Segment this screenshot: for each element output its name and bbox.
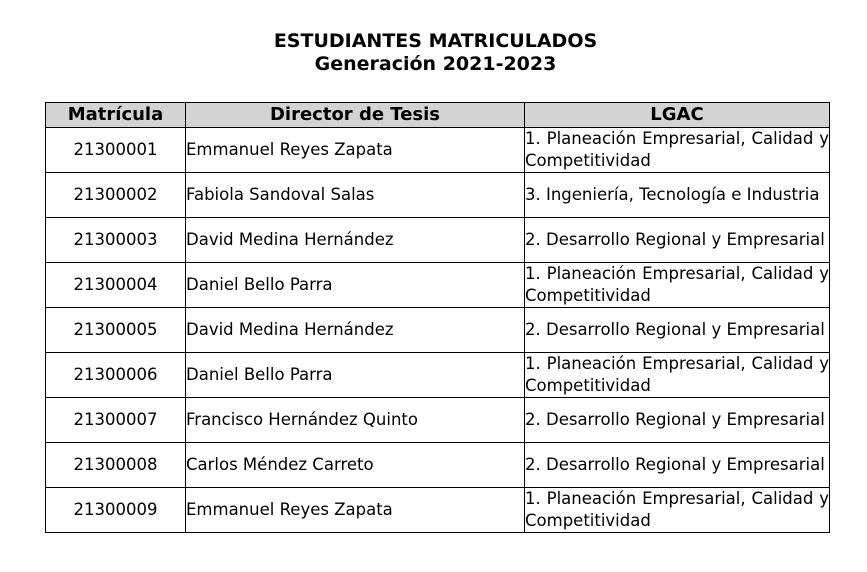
cell-director: David Medina Hernández (186, 308, 525, 353)
cell-director: Fabiola Sandoval Salas (186, 173, 525, 218)
title-block (0, 30, 867, 76)
cell-matricula: 21300001 (46, 128, 186, 173)
cell-lgac: 2. Desarrollo Regional y Empresarial (525, 308, 830, 353)
cell-matricula: 21300008 (46, 443, 186, 488)
page-subtitle: Generación 2021-2023 (314, 53, 557, 75)
table-header (46, 103, 830, 128)
table-row (46, 128, 830, 173)
cell-matricula: 21300002 (46, 173, 186, 218)
cell-lgac: 1. Planeación Empresarial, Calidad y Competitividad (525, 263, 830, 308)
header-lgac: LGAC (525, 103, 830, 128)
page-title: ESTUDIANTES MATRICULADOS (273, 30, 598, 52)
cell-lgac: 1. Planeación Empresarial, Calidad y Competitividad (525, 488, 830, 533)
cell-director: Francisco Hernández Quinto (186, 398, 525, 443)
cell-lgac: 2. Desarrollo Regional y Empresarial (525, 398, 830, 443)
cell-matricula: 21300005 (46, 308, 186, 353)
cell-lgac: 2. Desarrollo Regional y Empresarial (525, 218, 830, 263)
header-director: Director de Tesis (186, 103, 525, 128)
cell-lgac: 2. Desarrollo Regional y Empresarial (525, 443, 830, 488)
table-row (46, 218, 830, 263)
cell-matricula: 21300004 (46, 263, 186, 308)
table-row (46, 308, 830, 353)
cell-matricula: 21300003 (46, 218, 186, 263)
cell-matricula: 21300006 (46, 353, 186, 398)
cell-matricula: 21300007 (46, 398, 186, 443)
header-row (46, 103, 830, 128)
table-row (46, 353, 830, 398)
cell-director: Daniel Bello Parra (186, 263, 525, 308)
cell-matricula: 21300009 (46, 488, 186, 533)
table-row (46, 488, 830, 533)
table-row (46, 173, 830, 218)
cell-director: Emmanuel Reyes Zapata (186, 488, 525, 533)
cell-director: David Medina Hernández (186, 218, 525, 263)
students-table (45, 102, 830, 533)
cell-director: Daniel Bello Parra (186, 353, 525, 398)
table-row (46, 263, 830, 308)
cell-lgac: 1. Planeación Empresarial, Calidad y Competitividad (525, 353, 830, 398)
table-row (46, 443, 830, 488)
table-body (46, 128, 830, 533)
cell-lgac: 1. Planeación Empresarial, Calidad y Competitividad (525, 128, 830, 173)
cell-lgac: 3. Ingeniería, Tecnología e Industria (525, 173, 830, 218)
cell-director: Carlos Méndez Carreto (186, 443, 525, 488)
header-matricula: Matrícula (46, 103, 186, 128)
table-row (46, 398, 830, 443)
cell-director: Emmanuel Reyes Zapata (186, 128, 525, 173)
